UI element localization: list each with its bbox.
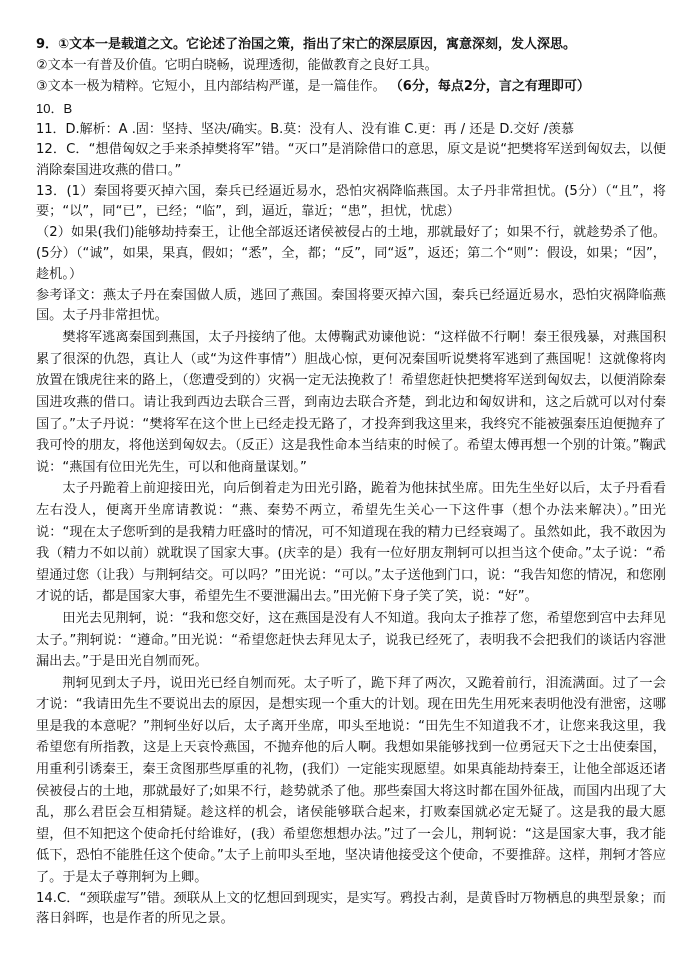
q9-scoring-note: （6分，每点2分，言之有理即可） — [389, 79, 590, 95]
translation-paragraph-4: 荆轲见到太子丹，说田光已经自刎而死。太子听了，跪下拜了两次，又跪着前行，泪流满面。过了一会才说：“我请田先生不要说出去的原因，是想实现一个重大的计划。现在田先生用死来表明他没有泄密，这哪里是我的本意呢？”荆轲坐好以后，太子离开坐席，叩头至地说：“田先生不知道我不才，让您来我这里，我希望您有所指教，这是上天哀怜燕国，不抛弃他的后人啊。我想如果能够找到一位勇冠天下之士出使秦国，用重利引诱秦王，秦王贪图那些厚重的礼物，(我们）一定能实现愿望。如果真能劫持秦王，让他全部返还诸侯被侵占的土地，那就最好了;如果不行，趁势就杀了他。那些秦国大将这时都在国外征战，而国内出现了大乱，那么君臣会互相猜疑。趁这样的机会，诸侯能够联合起来，打败秦国就必定无疑了。这是我的最大愿望，但不知把这个使命托付给谁好，(我）希望您想想办法。”过了一会儿，荆轲说：“这是国家大事，我才能低下，恐怕不能胜任这个使命。”太子上前叩头至地，坚决请他接受这个使命，不要推辞。这样，荆轲才答应了。于是太子尊荆轲为上卿。 — [36, 675, 666, 886]
translation-paragraph-1: 樊将军逃离秦国到燕国，太子丹接纳了他。太傅鞠武劝谏他说：“这样做不行啊！秦王很残暴，对燕国积累了很深的仇怨，真让人（或“为这件事情”）胆战心惊，更何况秦国听说樊将军逃到了燕国呢！这就像将肉放置在饿虎往来的路上，（您遭受到的）灾祸一定无法挽救了！希望您赶快把樊将军送到匈奴去，以便消除秦国进攻燕的借口。请让我到西边去联合三晋，到南边去联合齐楚，到北边和匈奴讲和，这之后就可以对付秦国了。”太子丹说：“樊将军在这个世上已经走投无路了，才投奔到我这里来，我终究不能被强秦压迫便抛弃了我可怜的朋友，将他送到匈奴去。（反正）这是我性命本当结束的时候了。希望太傅再想一个别的计策。”鞠武说：“燕国有位田光先生，可以和他商量谋划。” — [36, 330, 666, 475]
q11-answer: 11．D.解析：A .固：坚持、坚决/确实。B.莫：没有人、没有谁 C.更：再 / 还是 D.交好 /羡慕 — [36, 121, 575, 137]
q12-answer: 12．C．“想借匈奴之手来杀掉樊将军”错。“灭口”是消除借口的意思，原文是说“把樊将军送到匈奴去，以便消除秦国进攻燕的借口。” — [36, 142, 666, 178]
q9-number-text: 9．①文本一是载道之文。它论述了治国之策，指出了宋亡的深层原因，寓意深刻，发人深思。 — [36, 37, 577, 52]
q9-line-2: ②文本一有普及价值。它明白晓畅，说理透彻，能做教育之良好工具。 — [36, 58, 438, 74]
translation-intro: 参考译文：燕太子丹在秦国做人质，逃回了燕国。秦国将要灭掉六国，秦兵已经逼近易水，恐怕灾祸降临燕国。太子丹非常担忧。 — [36, 287, 666, 324]
q9-point-3: ③文本一极为精粹。它短小，且内部结构严谨，是一篇佳作。 — [36, 79, 386, 95]
q13-part-2: （2）如果(我们)能够劫持秦王，让他全部返还诸侯被侵占的土地，那就最好了；如果不行，就趁势杀了他。(5分）（“诚”，如果，果真，假如；“悉”，全，都；“反”，同“返”，返还；第二个“则”：假设，如果；“因”，趁机。） — [36, 225, 666, 282]
q14-answer: 14.C．“颈联虚写”错。颈联从上文的忆想回到现实，是实写。鸦投古刹，是黄昏时万物栖息的典型景象；而落日斜晖，也是作者的所见之景。 — [36, 890, 666, 927]
translation-paragraph-2: 太子丹跪着上前迎接田光，向后倒着走为田光引路，跪着为他抹拭坐席。田先生坐好以后，太子丹看看左右没人，便离开坐席请教说：“燕、秦势不两立，希望先生关心一下这件事（想个办法来解决）。”田光说：“现在太子您听到的是我精力旺盛时的情况，可不知道现在我的精力已经衰竭了。虽然如此，我不敢因为我（精力不如以前）就耽误了国家大事。(庆幸的是）我有一位好朋友荆轲可以担当这个使命。”太子说：“希望通过您（让我）与荆轲结交。可以吗？”田光说：“可以。”太子送他到门口，说：“我告知您的情况，和您刚才说的话，都是国家大事，希望先生不要泄漏出去。”田光俯下身子笑了笑，说：“好”。 — [36, 481, 666, 605]
q10-answer: 10．B — [36, 100, 73, 116]
q13-part-1: 13．(1）秦国将要灭掉六国，秦兵已经逼近易水，恐怕灾祸降临燕国。太子丹非常担忧。(5分）（“且”，将要；“以”，同“已”，已经；“临”，到，逼近，靠近；“患”，担忧，忧虑） — [36, 183, 666, 220]
translation-paragraph-3: 田光去见荆轲，说：“我和您交好，这在燕国是没有人不知道。我向太子推荐了您，希望您到宫中去拜见太子。”荆轲说：“遵命。”田光说：“希望您赶快去拜见太子，说我已经死了，表明我不会把我们的谈话内容泄漏出去。”于是田光自刎而死。 — [36, 610, 666, 670]
q9-line-1 — [36, 34, 666, 55]
q9-line-3 — [36, 76, 666, 97]
